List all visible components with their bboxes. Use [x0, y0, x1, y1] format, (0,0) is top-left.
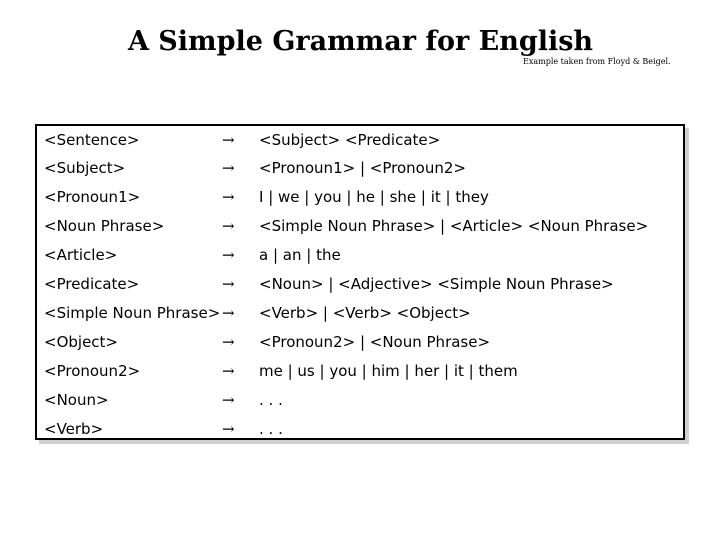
derives-arrow-icon: →	[222, 420, 235, 438]
slide-title: A Simple Grammar for English	[127, 26, 594, 57]
rule-rhs: <Simple Noun Phrase> | <Article> <Noun Phrase>	[259, 217, 649, 235]
grammar-rule	[37, 241, 683, 270]
rule-rhs: <Subject> <Predicate>	[259, 131, 441, 149]
rule-lhs: <Simple Noun Phrase>	[44, 304, 221, 322]
rule-lhs: <Article>	[44, 246, 118, 264]
derives-arrow-icon: →	[222, 391, 235, 409]
rule-lhs: <Pronoun1>	[44, 188, 141, 206]
rule-rhs: <Verb> | <Verb> <Object>	[259, 304, 471, 322]
rule-rhs: <Noun> | <Adjective> <Simple Noun Phrase>	[259, 275, 614, 293]
rule-lhs: <Object>	[44, 333, 118, 351]
grammar-rule	[37, 126, 683, 155]
rule-rhs: . . .	[259, 391, 283, 409]
rule-rhs: <Pronoun1> | <Pronoun2>	[259, 159, 466, 177]
rule-lhs: <Noun>	[44, 391, 109, 409]
derives-arrow-icon: →	[222, 304, 235, 322]
rule-rhs: I | we | you | he | she | it | they	[259, 188, 489, 206]
derives-arrow-icon: →	[222, 333, 235, 351]
grammar-rule	[37, 270, 683, 299]
rule-lhs: <Subject>	[44, 159, 126, 177]
derives-arrow-icon: →	[222, 159, 235, 177]
grammar-rule	[37, 328, 683, 357]
grammar-rule	[37, 299, 683, 328]
grammar-rule	[37, 415, 683, 444]
derives-arrow-icon: →	[222, 217, 235, 235]
derives-arrow-icon: →	[222, 275, 235, 293]
grammar-rule	[37, 386, 683, 415]
grammar-rule	[37, 212, 683, 241]
grammar-rules-box	[35, 124, 685, 440]
derives-arrow-icon: →	[222, 188, 235, 206]
rule-lhs: <Predicate>	[44, 275, 140, 293]
rule-lhs: <Sentence>	[44, 131, 140, 149]
source-credit: Example taken from Floyd & Beigel.	[523, 57, 671, 66]
rule-lhs: <Pronoun2>	[44, 362, 141, 380]
rule-rhs: . . .	[259, 420, 283, 438]
derives-arrow-icon: →	[222, 131, 235, 149]
rule-rhs: a | an | the	[259, 246, 341, 264]
grammar-rule	[37, 154, 683, 183]
rule-rhs: <Pronoun2> | <Noun Phrase>	[259, 333, 491, 351]
rule-lhs: <Verb>	[44, 420, 104, 438]
derives-arrow-icon: →	[222, 362, 235, 380]
grammar-rule	[37, 357, 683, 386]
grammar-rule	[37, 183, 683, 212]
rule-rhs: me | us | you | him | her | it | them	[259, 362, 518, 380]
derives-arrow-icon: →	[222, 246, 235, 264]
rule-lhs: <Noun Phrase>	[44, 217, 165, 235]
